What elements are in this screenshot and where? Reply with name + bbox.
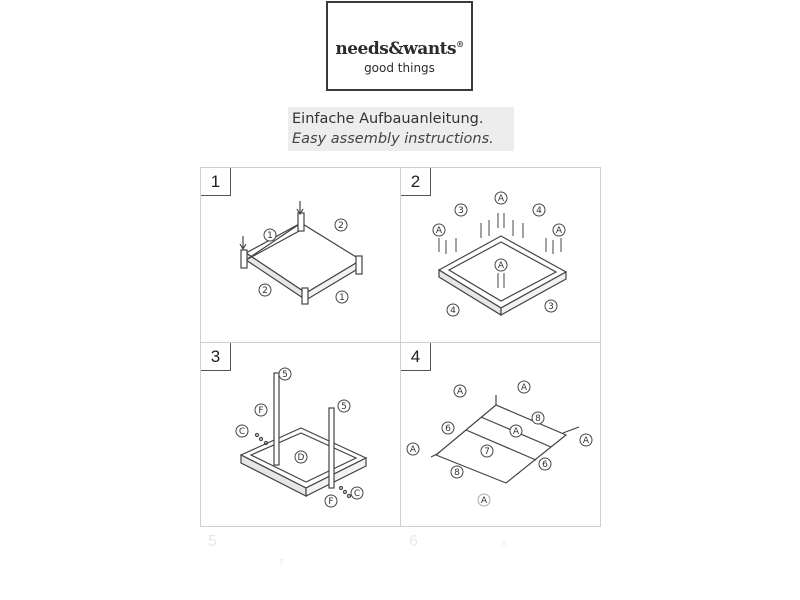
headline-english: Easy assembly instructions. [292, 131, 494, 147]
svg-text:D: D [297, 453, 305, 463]
step-number-2: 2 [401, 168, 431, 196]
logo-wordmark: needs&wants® [335, 39, 464, 59]
step-2-illustration [401, 168, 602, 344]
svg-text:2: 2 [338, 221, 344, 231]
step-panel-2 [400, 167, 601, 343]
svg-text:A: A [497, 261, 505, 271]
svg-text:A: A [582, 436, 590, 446]
headline-german: Einfache Aufbauanleitung. [292, 111, 484, 127]
svg-text:3: 3 [548, 302, 554, 312]
svg-text:5: 5 [341, 402, 347, 412]
step-panel-4 [400, 342, 601, 527]
reflection-label-f: F [280, 559, 285, 566]
svg-text:A: A [512, 427, 520, 437]
reflection-label-8: 8 [502, 541, 506, 548]
headline-box [288, 107, 514, 151]
reflection-area [200, 527, 600, 600]
svg-text:2: 2 [262, 286, 268, 296]
svg-text:1: 1 [339, 293, 345, 303]
svg-text:A: A [555, 226, 563, 236]
svg-text:5: 5 [282, 370, 288, 380]
step-4-illustration [401, 343, 602, 528]
step-1-illustration [201, 168, 402, 344]
logo-tagline: good things [364, 61, 435, 75]
svg-text:8: 8 [454, 468, 460, 478]
reflection-step-6: 6 [409, 533, 418, 550]
step-number-4: 4 [401, 343, 431, 371]
svg-text:F: F [328, 497, 334, 507]
svg-text:F: F [258, 406, 264, 416]
svg-text:A: A [456, 387, 464, 397]
svg-text:A: A [409, 445, 417, 455]
svg-text:6: 6 [542, 460, 548, 470]
step-number-1: 1 [201, 168, 231, 196]
step-panel-3 [200, 342, 401, 527]
svg-text:A: A [520, 383, 528, 393]
svg-text:1: 1 [267, 231, 273, 241]
svg-text:A: A [497, 194, 505, 204]
svg-text:A: A [480, 496, 488, 506]
svg-text:8: 8 [535, 414, 541, 424]
step-3-illustration [201, 343, 402, 528]
svg-text:A: A [435, 226, 443, 236]
svg-text:3: 3 [458, 206, 464, 216]
svg-text:4: 4 [536, 206, 542, 216]
svg-text:4: 4 [450, 306, 456, 316]
svg-text:7: 7 [484, 447, 490, 457]
brand-logo [326, 1, 473, 91]
reflection-step-5: 5 [208, 533, 217, 550]
step-panel-1 [200, 167, 401, 343]
svg-text:6: 6 [445, 424, 451, 434]
svg-text:C: C [238, 427, 246, 437]
svg-text:C: C [353, 489, 361, 499]
step-number-3: 3 [201, 343, 231, 371]
